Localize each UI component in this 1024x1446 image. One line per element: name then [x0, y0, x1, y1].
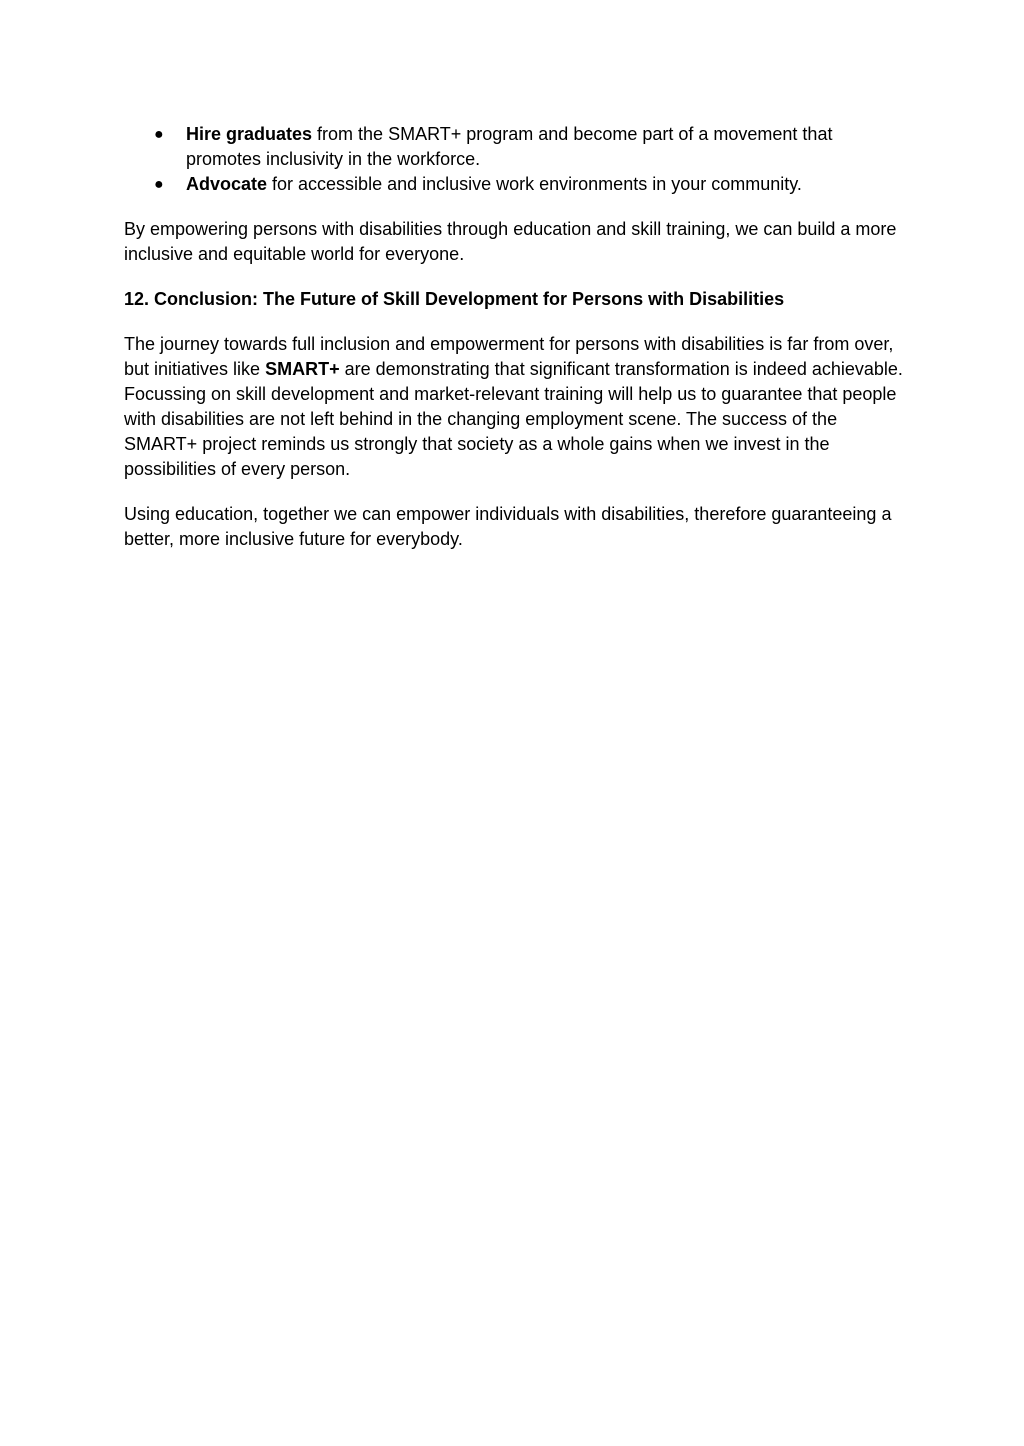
bullet-text: for accessible and inclusive work environments in your community.: [267, 174, 802, 194]
bullet-text: from the SMART+ program and become part of a movement that promotes inclusivity in the workforce.: [186, 124, 833, 169]
bullet-icon: ●: [154, 176, 164, 193]
conclusion-text-before: The journey towards full inclusion and empowerment for persons with disabilities is far from over, but initiatives like: [124, 334, 894, 379]
conclusion-bold-text: SMART+: [265, 359, 340, 379]
list-item: [124, 172, 904, 197]
paragraph-final: Using education, together we can empower individuals with disabilities, therefore guaranteeing a better, more inclusive future for everybody.: [124, 504, 892, 549]
bullet-list: [124, 122, 904, 197]
paragraph-empowering: By empowering persons with disabilities through education and skill training, we can build a more inclusive and equitable world for everyone.: [124, 219, 897, 264]
conclusion-text-after: are demonstrating that significant transformation is indeed achievable. Focussing on skill development and market-relevant training will help us to guarantee that people with disabilities are not left behind in the changing employment scene. The success of the SMART+ project reminds us strongly that society as a whole gains when we invest in the possibilities of every person.: [124, 359, 903, 479]
list-item: [124, 122, 904, 172]
section-heading: 12. Conclusion: The Future of Skill Development for Persons with Disabilities: [124, 289, 785, 309]
bullet-icon: ●: [154, 126, 164, 143]
paragraph-conclusion: [124, 332, 904, 482]
document-page: [124, 122, 904, 552]
bullet-bold-text: Advocate: [186, 174, 268, 194]
bullet-bold-text: Hire graduates: [186, 124, 313, 144]
